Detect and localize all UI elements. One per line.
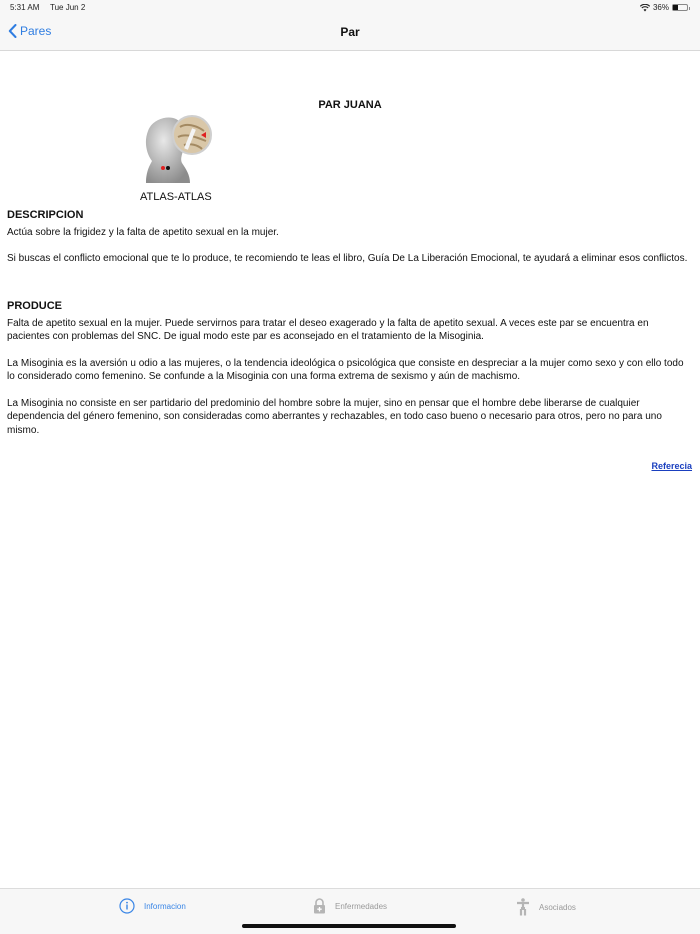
tab-asociados[interactable] bbox=[516, 898, 576, 916]
section-heading: PRODUCE bbox=[7, 300, 63, 312]
home-indicator bbox=[242, 924, 456, 928]
image-caption: ATLAS-ATLAS bbox=[140, 191, 212, 203]
section-heading: DESCRIPCION bbox=[7, 209, 84, 221]
tab-enfermedades[interactable] bbox=[313, 898, 387, 914]
wifi-icon bbox=[640, 4, 650, 12]
person-icon bbox=[516, 898, 530, 916]
back-label: Pares bbox=[20, 24, 52, 38]
battery-icon bbox=[672, 4, 688, 11]
reference-link[interactable]: Referecia bbox=[651, 461, 692, 471]
navigation-bar bbox=[0, 16, 700, 51]
lock-plus-icon bbox=[313, 898, 326, 914]
paragraph: Actúa sobre la frigidez y la falta de apetito sexual en la mujer. bbox=[7, 226, 279, 238]
tab-informacion[interactable] bbox=[119, 898, 186, 914]
tab-label: Informacion bbox=[144, 901, 186, 911]
paragraph: La Misoginia es la aversión u odio a las mujeres, o la tendencia ideológica o psicológica que consiste en despreciar a la mujer como sexo y con ello todo lo considerado como femenino. Se confunde a la Misoginia con una forma extrema de sexismo y aún de machismo. bbox=[7, 357, 684, 382]
tab-label: Asociados bbox=[539, 902, 576, 912]
paragraph: Falta de apetito sexual en la mujer. Puede servirnos para tratar el deseo exagerado y la falta de apetito sexual. A veces este par se encuentra en pacientes con problemas del SNC. De igual modo este par es aconsejado en el tratamiento de la Misoginia. bbox=[7, 317, 649, 342]
status-right bbox=[640, 3, 688, 12]
status-time: 5:31 AM bbox=[10, 3, 40, 12]
paragraph: Si buscas el conflicto emocional que te lo produce, te recomiendo te leas el libro, Guía De La Liberación Emocional, te ayudará a eliminar esos conflictos. bbox=[7, 253, 688, 264]
atlas-image bbox=[138, 113, 218, 193]
page-title: PAR JUANA bbox=[318, 99, 382, 111]
status-date: Tue Jun 2 bbox=[50, 3, 86, 12]
section-descripcion bbox=[7, 209, 693, 279]
head-neck-illustration bbox=[138, 113, 213, 188]
tab-label: Enfermedades bbox=[335, 901, 388, 911]
battery-percent: 36% bbox=[652, 3, 669, 12]
status-bar bbox=[0, 0, 700, 16]
info-icon bbox=[119, 898, 135, 914]
section-produce bbox=[7, 300, 693, 450]
nav-title: Par bbox=[340, 25, 360, 39]
paragraph: La Misoginia no consiste en ser partidario del predominio del hombre sobre la mujer, sino en pensar que el hombre debe liberarse de cualquier dependencia del género femenino, son consideradas como aberrantes y rechazables, en todo caso bueno o necesario para otros, pero no para uno mismo. bbox=[7, 397, 662, 436]
